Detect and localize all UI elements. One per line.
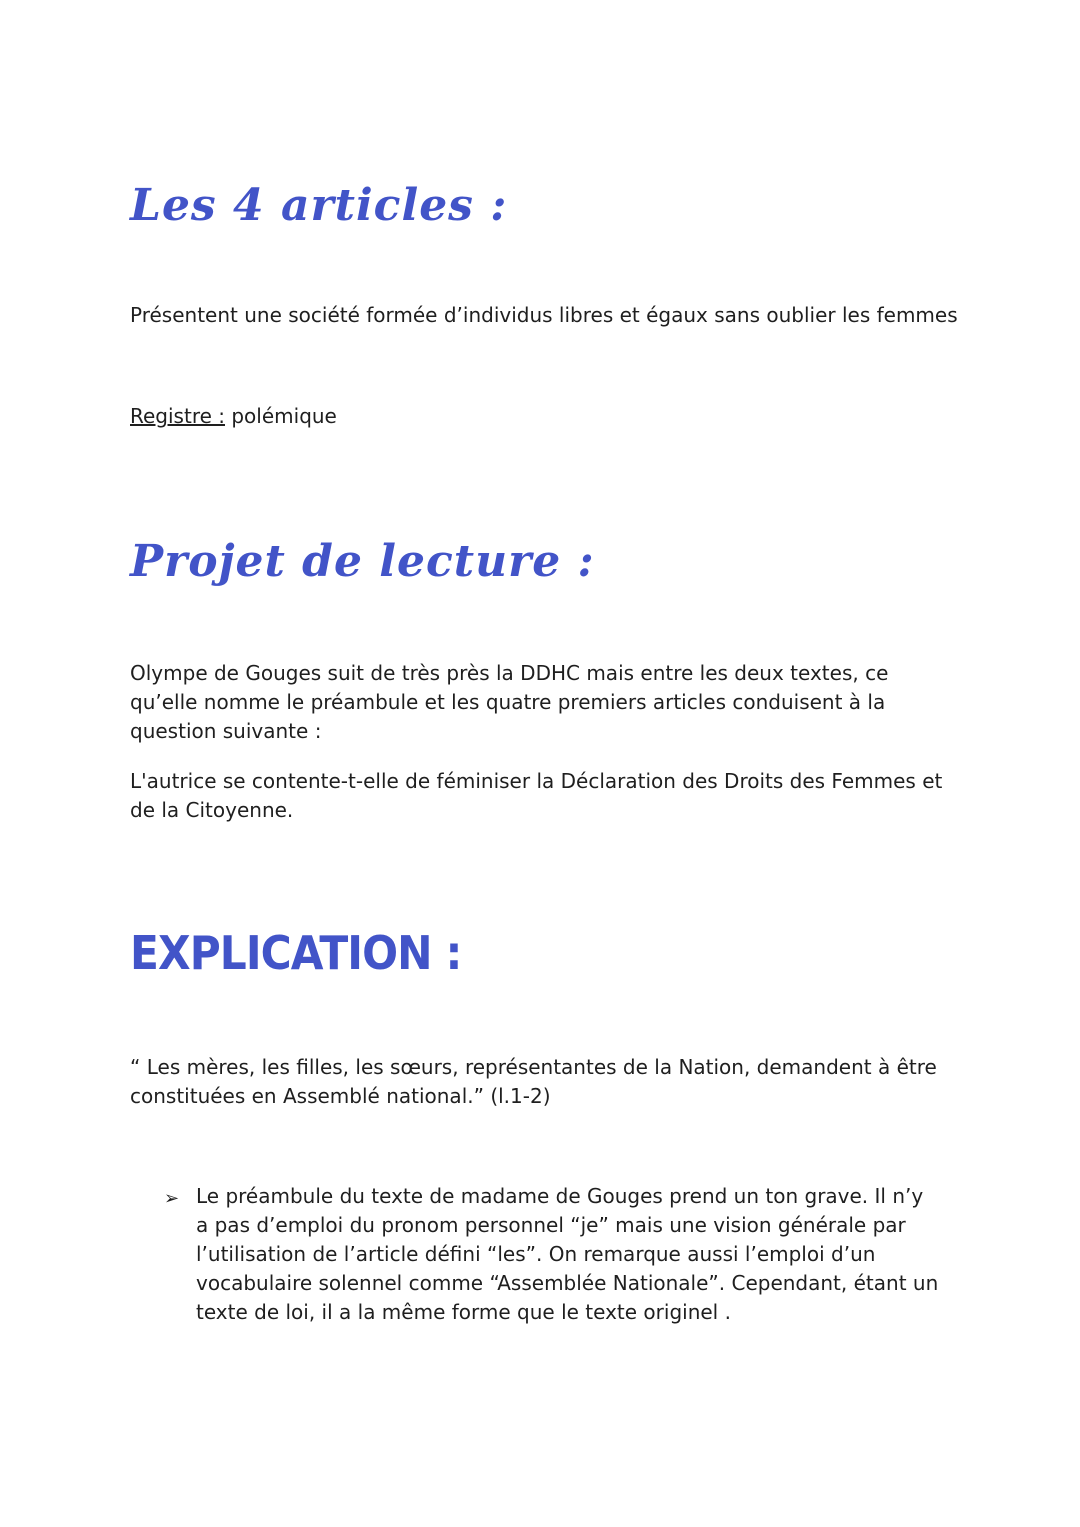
register-line (130, 402, 960, 431)
register-value: polémique (225, 404, 337, 428)
projet-paragraph-1: Olympe de Gouges suit de très près la DDHC mais entre les deux textes, ce qu’elle nomme le préambule et les quatre premiers articles conduisent à la question suivante : (130, 661, 889, 743)
heading-projet-de-lecture: Projet de lecture : (130, 536, 595, 587)
explication-quote: “ Les mères, les filles, les sœurs, représentantes de la Nation, demandent à être constituées en Assemblé national.” (l.1-2) (130, 1055, 937, 1108)
projet-paragraph-2: L'autrice se contente-t-elle de féminiser la Déclaration des Droits des Femmes et de la Citoyenne. (130, 769, 943, 822)
heading-explication: EXPLICATION : (130, 926, 462, 980)
arrowhead-bullet-icon: ➢ (164, 1188, 180, 1209)
explication-bullet-text: Le préambule du texte de madame de Gouges prend un ton grave. Il n’y a pas d’emploi du pronom personnel “je” mais une vision générale par l’utilisation de l’article défini “les”. On remarque aussi l’emploi d’un vocabulaire solennel comme “Assemblée Nationale”. Cependant, étant un texte de loi, il a la même forme que le texte originel . (196, 1184, 939, 1324)
heading-les-4-articles: Les 4 articles : (130, 180, 508, 231)
register-label: Registre : (130, 404, 225, 428)
articles-summary-text: Présentent une société formée d’individus libres et égaux sans oublier les femmes (130, 303, 958, 327)
